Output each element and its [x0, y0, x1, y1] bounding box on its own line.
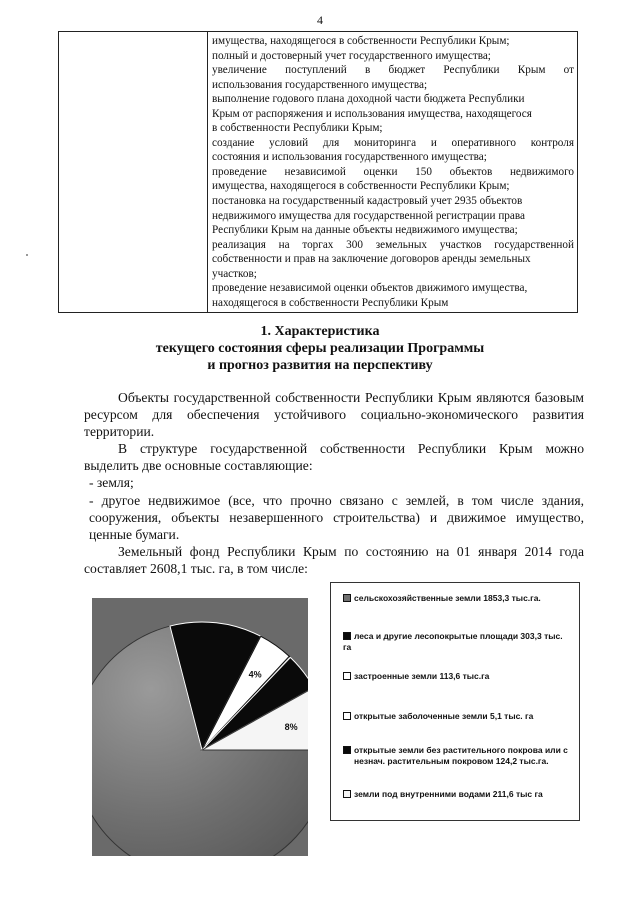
- paragraph: Земельный фонд Республики Крым по состоянию на 01 января 2014 года составляет 2608,1 тыс. га, в том числе:: [84, 543, 584, 576]
- table-cell-line: имущества, находящегося в собственности Республики Крым;: [212, 180, 510, 193]
- legend-swatch: [343, 790, 351, 798]
- table-left-cell: [59, 32, 208, 313]
- heading-line: текущего состояния сферы реализации Программы: [155, 341, 485, 356]
- legend-item: [343, 593, 569, 604]
- legend-label: открытые заболоченные земли 5,1 тыс. га: [354, 711, 534, 721]
- list-item: - другое недвижимое (все, что прочно связано с землей, в том числе здания, сооружения, объекты незавершенного строительства) и движимое имущество, ценные бумаги.: [89, 492, 584, 542]
- legend-swatch: [343, 632, 351, 640]
- program-passport-table: [58, 31, 578, 313]
- legend-swatch: [343, 594, 351, 602]
- legend-label: земли под внутренними водами 211,6 тыс га: [354, 789, 543, 799]
- heading-line: 1. Характеристика: [260, 324, 380, 339]
- pie-chart-svg: [92, 598, 308, 856]
- table-cell-line: использования государственного имущества;: [212, 78, 428, 91]
- list-item: - земля;: [89, 475, 134, 491]
- table-cell-line: Крым от распоряжения и использования имущества, находящегося: [212, 107, 532, 120]
- table-cell-line: находящегося в собственности Республики Крым: [212, 296, 449, 309]
- legend-item: [343, 711, 569, 722]
- legend-item: [343, 631, 569, 653]
- table-cell-line: создание условий для мониторинга и оперативного контроля: [212, 136, 574, 149]
- table-cell-line: проведение независимой оценки 150 объектов недвижимого: [212, 165, 574, 178]
- legend-label: сельскохозяйственные земли 1853,3 тыс.га.: [354, 593, 541, 603]
- legend-label: открытые земли без растительного покрова или с незнач. растительным покровом 124,2 тыс.га.: [354, 745, 568, 766]
- pie-slice-label: 8%: [284, 721, 298, 732]
- pie-slice-label: 4%: [248, 669, 262, 680]
- table-cell-line: выполнение годового плана доходной части бюджета Республики: [212, 93, 525, 106]
- legend-swatch: [343, 672, 351, 680]
- section-body: [84, 389, 584, 577]
- table-cell-line: имущества, находящегося в собственности Республики Крым;: [212, 35, 510, 47]
- legend-item: [343, 671, 569, 682]
- table-cell-line: недвижимого имущества для государственной регистрации права: [212, 209, 525, 222]
- heading-line: и прогноз развития на перспективу: [207, 358, 433, 373]
- land-fund-pie-chart: [92, 598, 308, 856]
- table-cell-line: увеличение поступлений в бюджет Республики Крым от: [212, 64, 574, 77]
- table-cell-line: в собственности Республики Крым;: [212, 122, 383, 135]
- table-cell-line: постановка на государственный кадастровый учет 2935 объектов: [212, 195, 523, 208]
- paragraph: В структуре государственной собственности Республики Крым можно выделить две основные составляющие:: [84, 441, 584, 474]
- pie-legend: [330, 582, 580, 821]
- legend-label: застроенные земли 113,6 тыс.га: [354, 671, 490, 681]
- legend-swatch: [343, 712, 351, 720]
- legend-label: леса и другие лесопокрытые площади 303,3 тыс. га: [343, 631, 563, 652]
- legend-item: [343, 789, 569, 800]
- section-heading: [0, 323, 640, 374]
- table-cell-line: состояния и использования государственного имущества;: [212, 151, 487, 164]
- paragraph: Объекты государственной собственности Республики Крым являются базовым ресурсом для обеспечения устойчивого социально-экономического развития территории.: [84, 390, 584, 440]
- table-cell-line: реализация на торгах 300 земельных участков государственной: [212, 238, 574, 251]
- table-right-cell: [208, 32, 578, 313]
- table-cell-line: Республики Крым на данные объекты недвижимого имущества;: [212, 224, 518, 237]
- table-row: [59, 32, 578, 313]
- scan-mark: [26, 254, 28, 256]
- legend-swatch: [343, 746, 351, 754]
- table-cell-line: проведение независимой оценки объектов движимого имущества,: [212, 282, 528, 295]
- table-cell-line: участков;: [212, 267, 257, 280]
- table-cell-line: собственности и прав на заключение договоров аренды земельных: [212, 253, 531, 266]
- legend-item: [343, 745, 580, 767]
- page-number: 4: [317, 13, 323, 27]
- table-cell-line: полный и достоверный учет государственного имущества;: [212, 49, 491, 62]
